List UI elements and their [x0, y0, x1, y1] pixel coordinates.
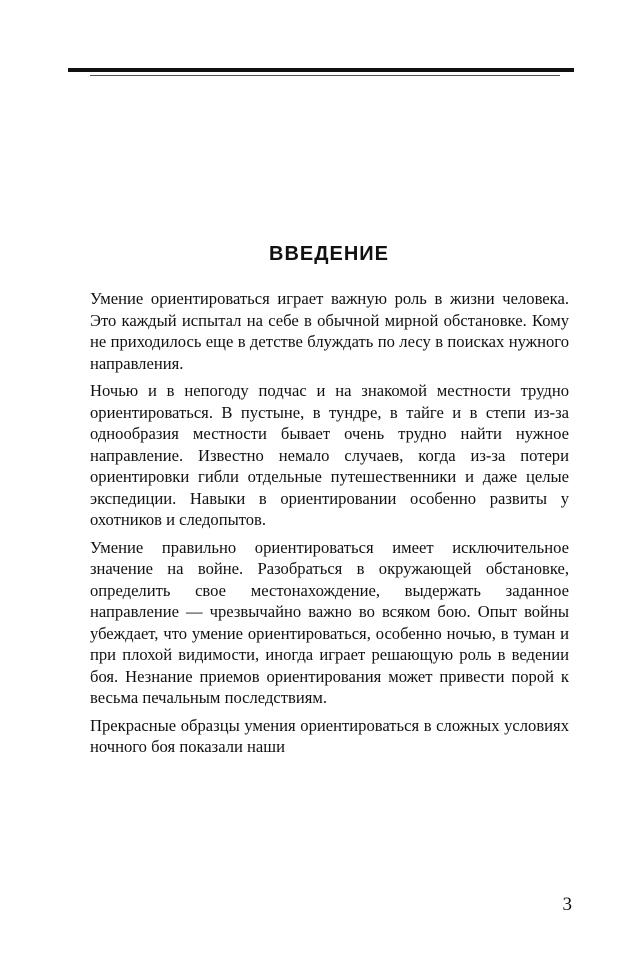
top-rule-thin — [90, 75, 560, 76]
paragraph-4: Прекрасные образцы умения ориентироваться в сложных условиях ночного боя показали наши — [90, 715, 569, 756]
paragraph-3: Умение правильно ориентироваться имеет исключительное значение на войне. Разобраться в окружающей обстановке, определить свое местонахождение, выдержать заданное направление — чрезвычайно важно во всяком бою. Опыт войны убеждает, что умение ориентироваться, особенно ночью, в туман и при плохой видимости, иногда играет решающую роль в ведении боя. Незнание приемов ориентирования может привести порой к весьма печальным последствиям. — [90, 537, 569, 707]
body-text — [90, 288, 569, 764]
section-heading: ВВЕДЕНИЕ — [269, 243, 389, 265]
paragraph-2: Ночью и в непогоду подчас и на знакомой местности трудно ориентироваться. В пустыне, в тундре, в тайге и в степи из-за однообразия местности бывает очень трудно найти нужное направление. Известно немало случаев, когда из-за потери ориентировки гибли отдельные путешественники и даже целые экспедиции. Навыки в ориентировании особенно развиты у охотников и следопытов. — [90, 381, 569, 529]
paragraph-1: Умение ориентироваться играет важную роль в жизни человека. Это каждый испытал на себе в обычной мирной обстановке. Кому не приходилось еще в детстве блуждать по лесу в поисках нужного направления. — [90, 289, 569, 373]
page-number: 3 — [562, 894, 572, 915]
top-rule — [68, 68, 574, 72]
